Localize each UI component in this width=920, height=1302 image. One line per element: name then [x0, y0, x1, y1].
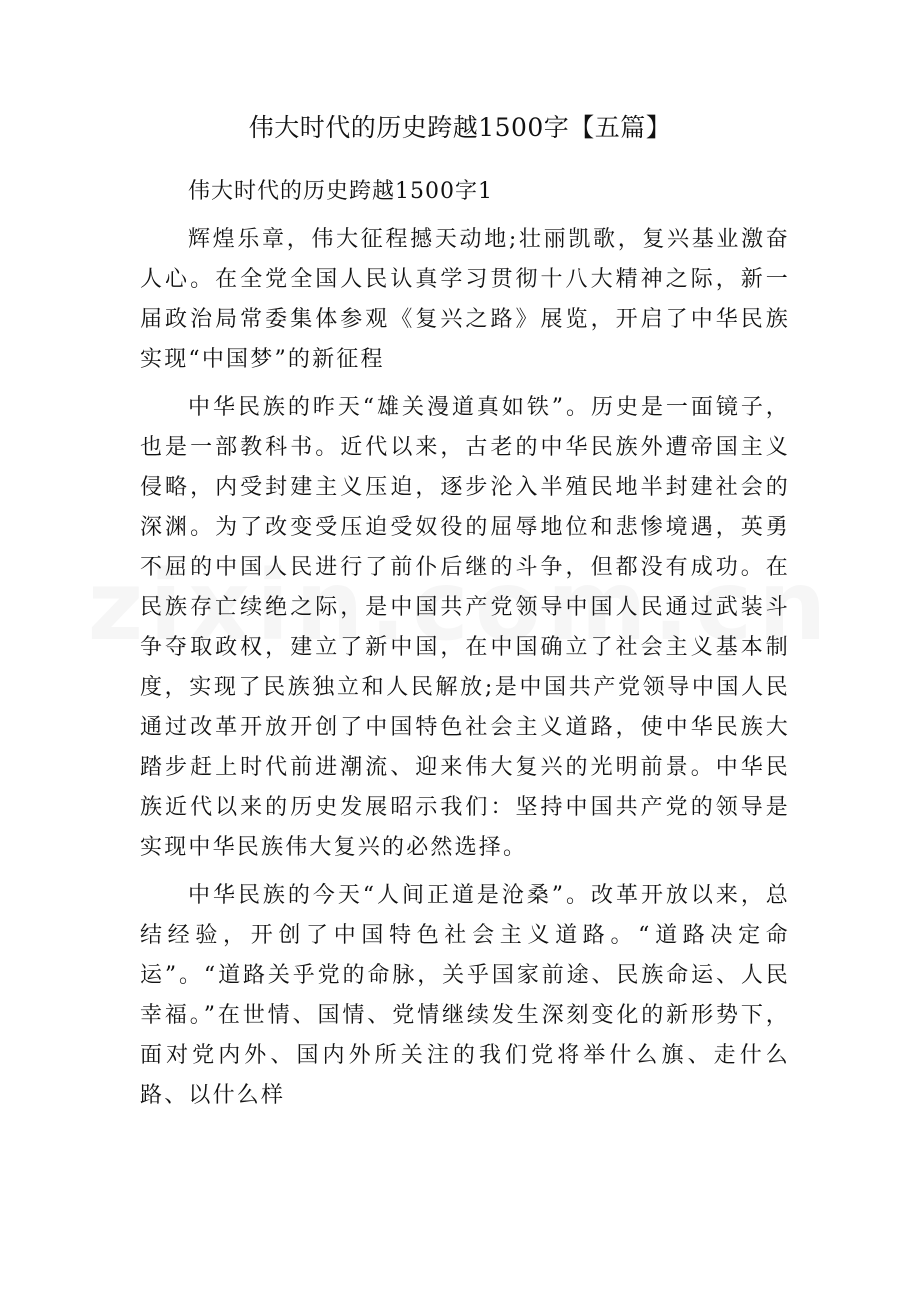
document-title: 伟大时代的历史跨越1500字【五篇】 — [248, 113, 672, 142]
paragraph-2: 中华民族的昨天“雄关漫道真如铁”。历史是一面镜子，也是一部教科书。近代以来，古老的中华民族外遭帝国主义侵略，内受封建主义压迫，逐步沦入半殖民地半封建社会的深渊。为了改变受压迫受奴役的屈辱地位和悲惨境遇，英勇不屈的中国人民进行了前仆后继的斗争，但都没有成功。在民族存亡续绝之际，是中国共产党领导中国人民通过武装斗争夺取政权，建立了新中国，在中国确立了社会主义基本制度，实现了民族独立和人民解放;是中国共产党领导中国人民通过改革开放开创了中国特色社会主义道路，使中华民族大踏步赶上时代前进潮流、迎来伟大复兴的光明前景。中华民族近代以来的历史发展昭示我们：坚持中国共产党的领导是实现中华民族伟大复兴的必然选择。 — [140, 395, 790, 860]
section-heading: 伟大时代的历史跨越1500字1 — [188, 179, 493, 204]
paragraph-3: 中华民族的今天“人间正道是沧桑”。改革开放以来，总结经验，开创了中国特色社会主义道路。“道路决定命运”。“道路关乎党的命脉，关乎国家前途、民族命运、人民幸福。”在世情、国情、党情继续发生深刻变化的新形势下，面对党内外、国内外所关注的我们党将举什么旗、走什么路、以什么样 — [140, 883, 790, 1108]
document-body — [140, 172, 790, 1124]
paragraph-1: 辉煌乐章，伟大征程撼天动地;壮丽凯歌，复兴基业激奋人心。在全党全国人民认真学习贯彻十八大精神之际，新一届政治局常委集体参观《复兴之路》展览，开启了中华民族实现“中国梦”的新征程 — [140, 227, 790, 372]
